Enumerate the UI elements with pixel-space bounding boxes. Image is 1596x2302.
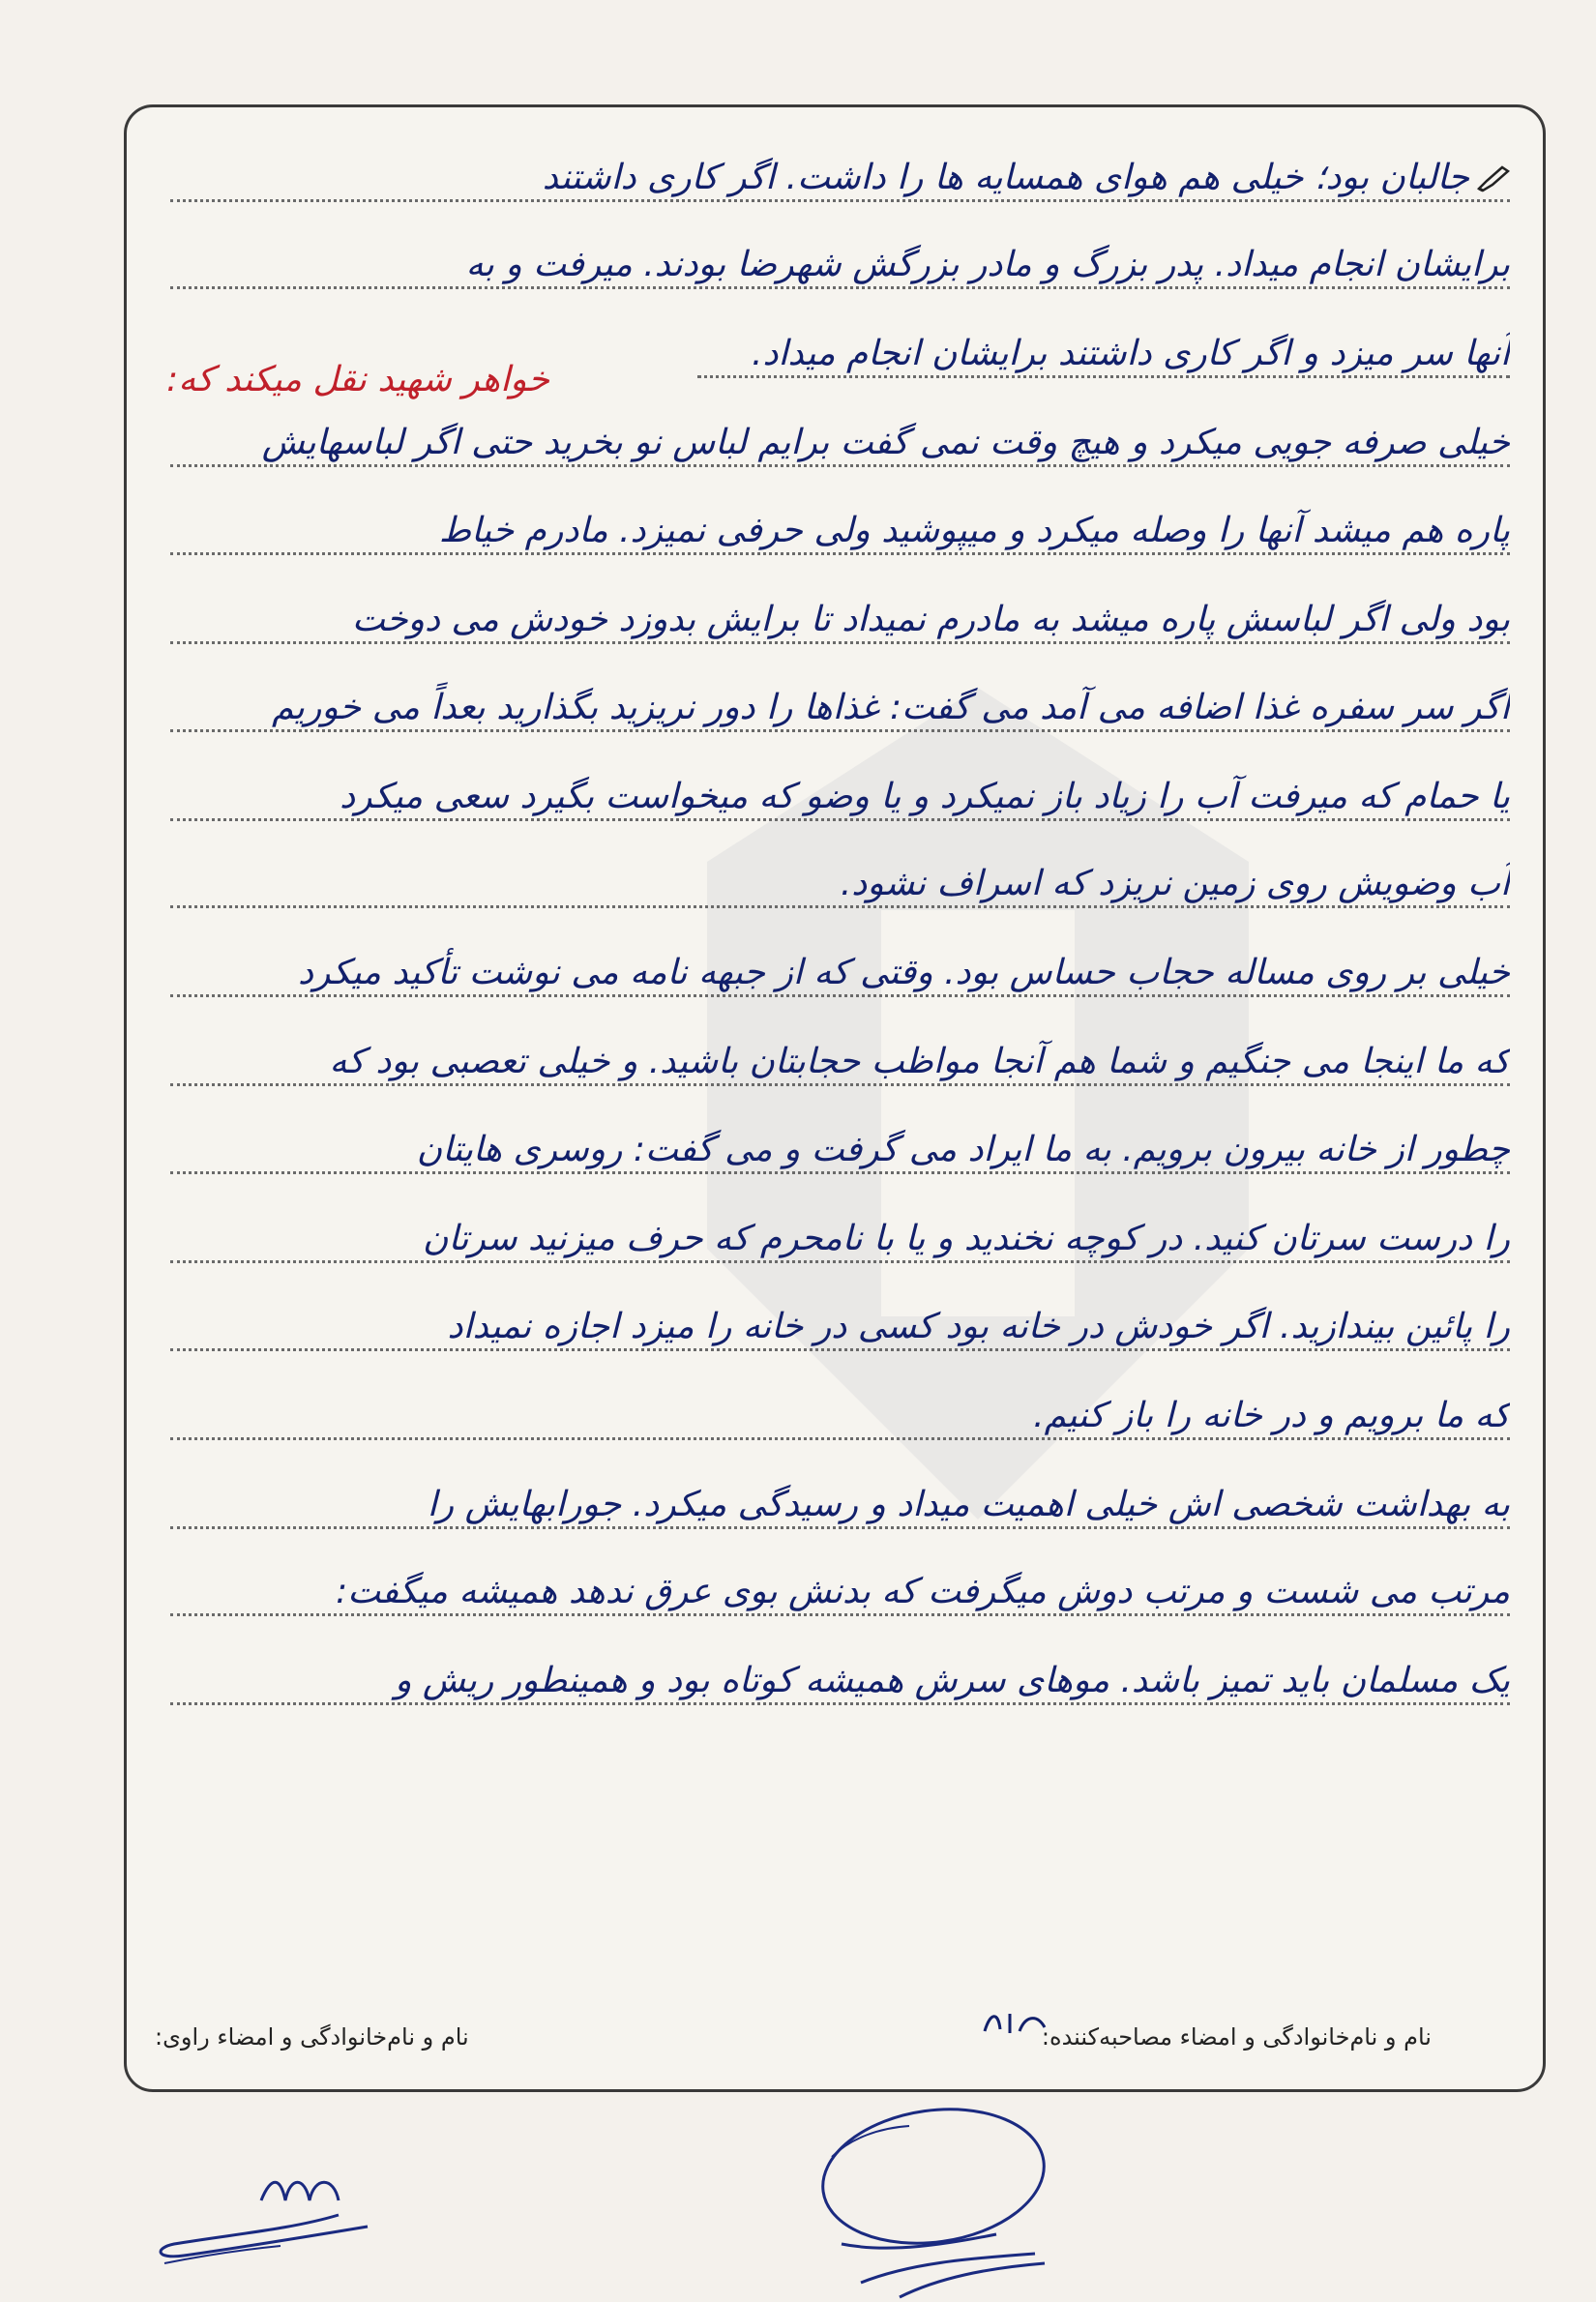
red-margin-note: خواهر شهید نقل میکند که:: [166, 360, 549, 399]
handwritten-text: آنها سر میزد و اگر کاری داشتند برایشان انجام میداد.: [752, 334, 1510, 373]
text-line-12: [170, 1116, 1510, 1184]
dotted-rule: [170, 818, 1510, 821]
text-line-4: [170, 409, 1510, 477]
handwritten-text: آب وضویش روی زمین نریزد که اسراف نشود.: [840, 864, 1510, 903]
handwritten-text: مرتب می شست و مرتب دوش میگرفت که بدنش بوی عرق ندهد همیشه میگفت:: [336, 1572, 1510, 1611]
handwritten-text: را درست سرتان کنید. در کوچه نخندید و یا با نامحرم که حرف میزنید سرتان: [423, 1219, 1510, 1258]
handwritten-text: اگر سر سفره غذا اضافه می آمد می گفت: غذاها را دور نریزید بگذارید بعداً می خوریم: [271, 688, 1510, 727]
dotted-rule: [170, 1613, 1510, 1616]
handwritten-text: که ما برویم و در خانه را باز کنیم.: [1033, 1396, 1510, 1435]
dotted-rule: [170, 1526, 1510, 1529]
dotted-rule: [170, 1260, 1510, 1263]
dotted-rule: [170, 1171, 1510, 1174]
text-line-9: [170, 850, 1510, 918]
dotted-rule: [170, 1437, 1510, 1440]
text-line-10: [170, 939, 1510, 1007]
handwritten-text: به بهداشت شخصی اش خیلی اهمیت میداد و رسیدگی میکرد. جورابهایش را: [427, 1485, 1510, 1524]
interviewer-signature-label: نام و نام‌خانوادگی و امضاء مصاحبه‌کننده:: [1041, 2023, 1432, 2051]
interviewer-initials-mark: [977, 2002, 1054, 2041]
narrator-signature: [145, 2147, 397, 2273]
handwritten-text: یک مسلمان باید تمیز باشد. موهای سرش همیشه کوتاه بود و همینطور ریش و: [395, 1661, 1510, 1700]
text-line-8: [170, 763, 1510, 831]
handwritten-text: را پائین بیندازید. اگر خودش در خانه بود کسی در خانه را میزد اجازه نمیداد: [447, 1307, 1510, 1346]
pen-icon: [1477, 163, 1510, 192]
handwritten-text: چطور از خانه بیرون برویم. به ما ایراد می گرفت و می گفت: روسری هایتان: [416, 1130, 1510, 1169]
text-line-11: [170, 1028, 1510, 1096]
dotted-rule: [170, 1348, 1510, 1351]
handwritten-text: خیلی صرفه جویی میکرد و هیچ وقت نمی گفت برایم لباس نو بخرید حتی اگر لباسهایش: [261, 423, 1510, 462]
handwritten-text: جالبان بود؛ خیلی هم هوای همسایه ها را داشت. اگر کاری داشتند: [542, 158, 1469, 197]
text-line-5: [170, 497, 1510, 565]
handwritten-text: بود ولی اگر لباسش پاره میشد به مادرم نمیداد تا برایش بدوزد خودش می دوخت: [351, 600, 1510, 639]
handwritten-text: یا حمام که میرفت آب را زیاد باز نمیکرد و یا وضو که میخواست بگیرد سعی میکرد: [340, 777, 1510, 816]
handwritten-text: پاره هم میشد آنها را وصله میکرد و میپوشید ولی حرفی نمیزد. مادرم خیاط: [438, 511, 1510, 550]
text-line-13: [170, 1205, 1510, 1273]
narrator-signature-label: نام و نام‌خانوادگی و امضاء راوی:: [155, 2023, 469, 2051]
dotted-rule: [170, 1702, 1510, 1705]
interviewer-signature: [803, 2099, 1064, 2302]
dotted-rule: [170, 905, 1510, 908]
text-line-7: [170, 674, 1510, 742]
text-line-17: [170, 1558, 1510, 1626]
signature-footer: [155, 2014, 1432, 2062]
dotted-rule: [170, 552, 1510, 555]
dotted-rule: [170, 199, 1510, 202]
dotted-rule: [170, 994, 1510, 997]
dotted-rule: [170, 1083, 1510, 1086]
dotted-rule: [697, 375, 1510, 378]
text-line-16: [170, 1471, 1510, 1539]
text-line-18: [170, 1647, 1510, 1715]
handwritten-text: که ما اینجا می جنگیم و شما هم آنجا مواظب حجابتان باشید. و خیلی تعصبی بود که: [329, 1042, 1510, 1081]
dotted-rule: [170, 464, 1510, 467]
dotted-rule: [170, 286, 1510, 289]
text-line-3: [697, 320, 1510, 388]
text-line-15: [170, 1382, 1510, 1450]
text-line-1: [170, 144, 1510, 212]
handwritten-text: برایشان انجام میداد. پدر بزرگ و مادر بزرگش شهرضا بودند. میرفت و به: [465, 245, 1510, 284]
text-line-6: [170, 586, 1510, 654]
text-line-14: [170, 1293, 1510, 1361]
dotted-rule: [170, 729, 1510, 732]
dotted-rule: [170, 641, 1510, 644]
text-line-2: [170, 231, 1510, 299]
handwritten-text: خیلی بر روی مساله حجاب حساس بود. وقتی که از جبهه نامه می نوشت تأکید میکرد: [298, 953, 1510, 992]
